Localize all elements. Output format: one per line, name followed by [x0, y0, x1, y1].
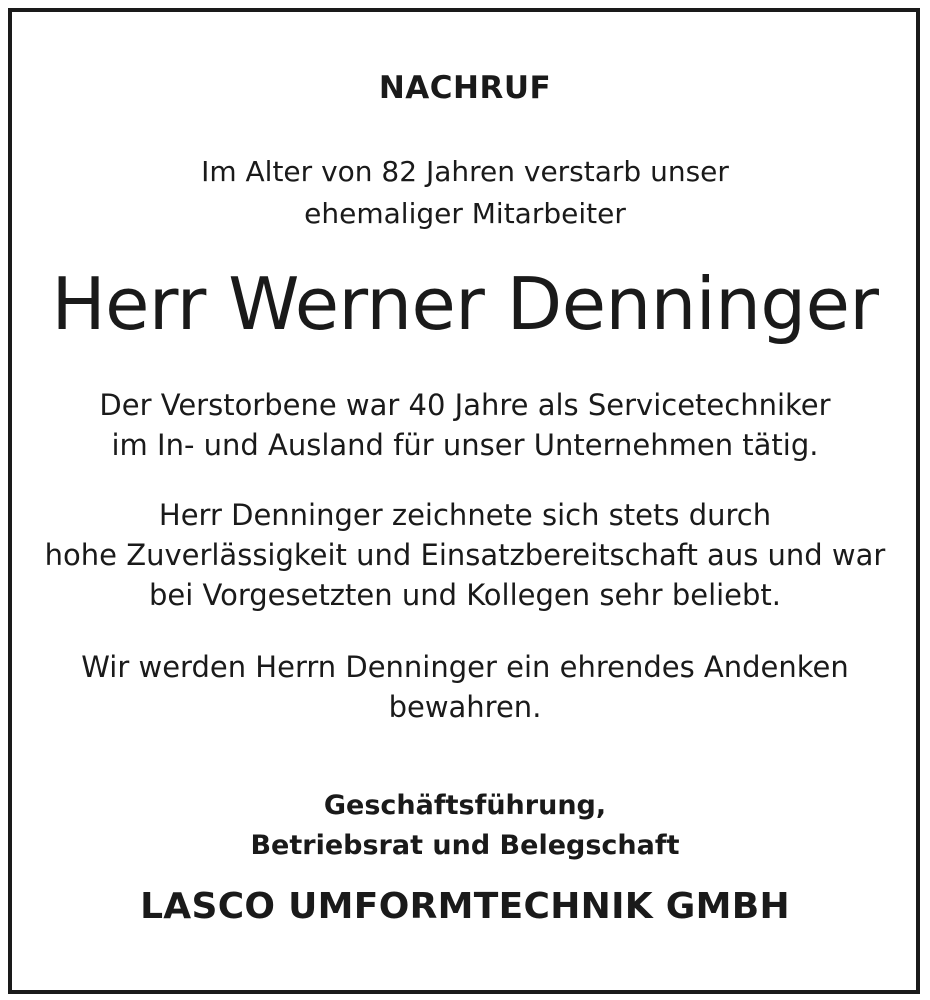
deceased-name: Herr Werner Denninger — [51, 262, 879, 346]
paragraph-3-line-2: bewahren. — [388, 690, 542, 724]
paragraph-2-line-3: bei Vorgesetzten und Kollegen sehr beliebt. — [148, 578, 782, 612]
paragraph-2-line-1: Herr Denninger zeichnete sich stets durch — [158, 498, 772, 532]
paragraph-3-line-1: Wir werden Herrn Denninger ein ehrendes Andenken — [81, 650, 849, 684]
signature-line-1: Geschäftsführung, — [323, 790, 607, 821]
intro-line-2: ehemaliger Mitarbeiter — [304, 197, 626, 230]
paragraph-1-line-1: Der Verstorbene war 40 Jahre als Servicetechniker — [99, 388, 831, 422]
intro-line-1: Im Alter von 82 Jahren verstarb unser — [201, 155, 729, 188]
notice-heading: NACHRUF — [378, 70, 552, 106]
paragraph-2-line-2: hohe Zuverlässigkeit und Einsatzbereitschaft aus und war — [44, 538, 886, 572]
signature-line-2: Betriebsrat und Belegschaft — [250, 830, 680, 861]
paragraph-1-line-2: im In- und Ausland für unser Unternehmen tätig. — [111, 428, 819, 462]
company-name: LASCO UMFORMTECHNIK GMBH — [140, 886, 790, 927]
